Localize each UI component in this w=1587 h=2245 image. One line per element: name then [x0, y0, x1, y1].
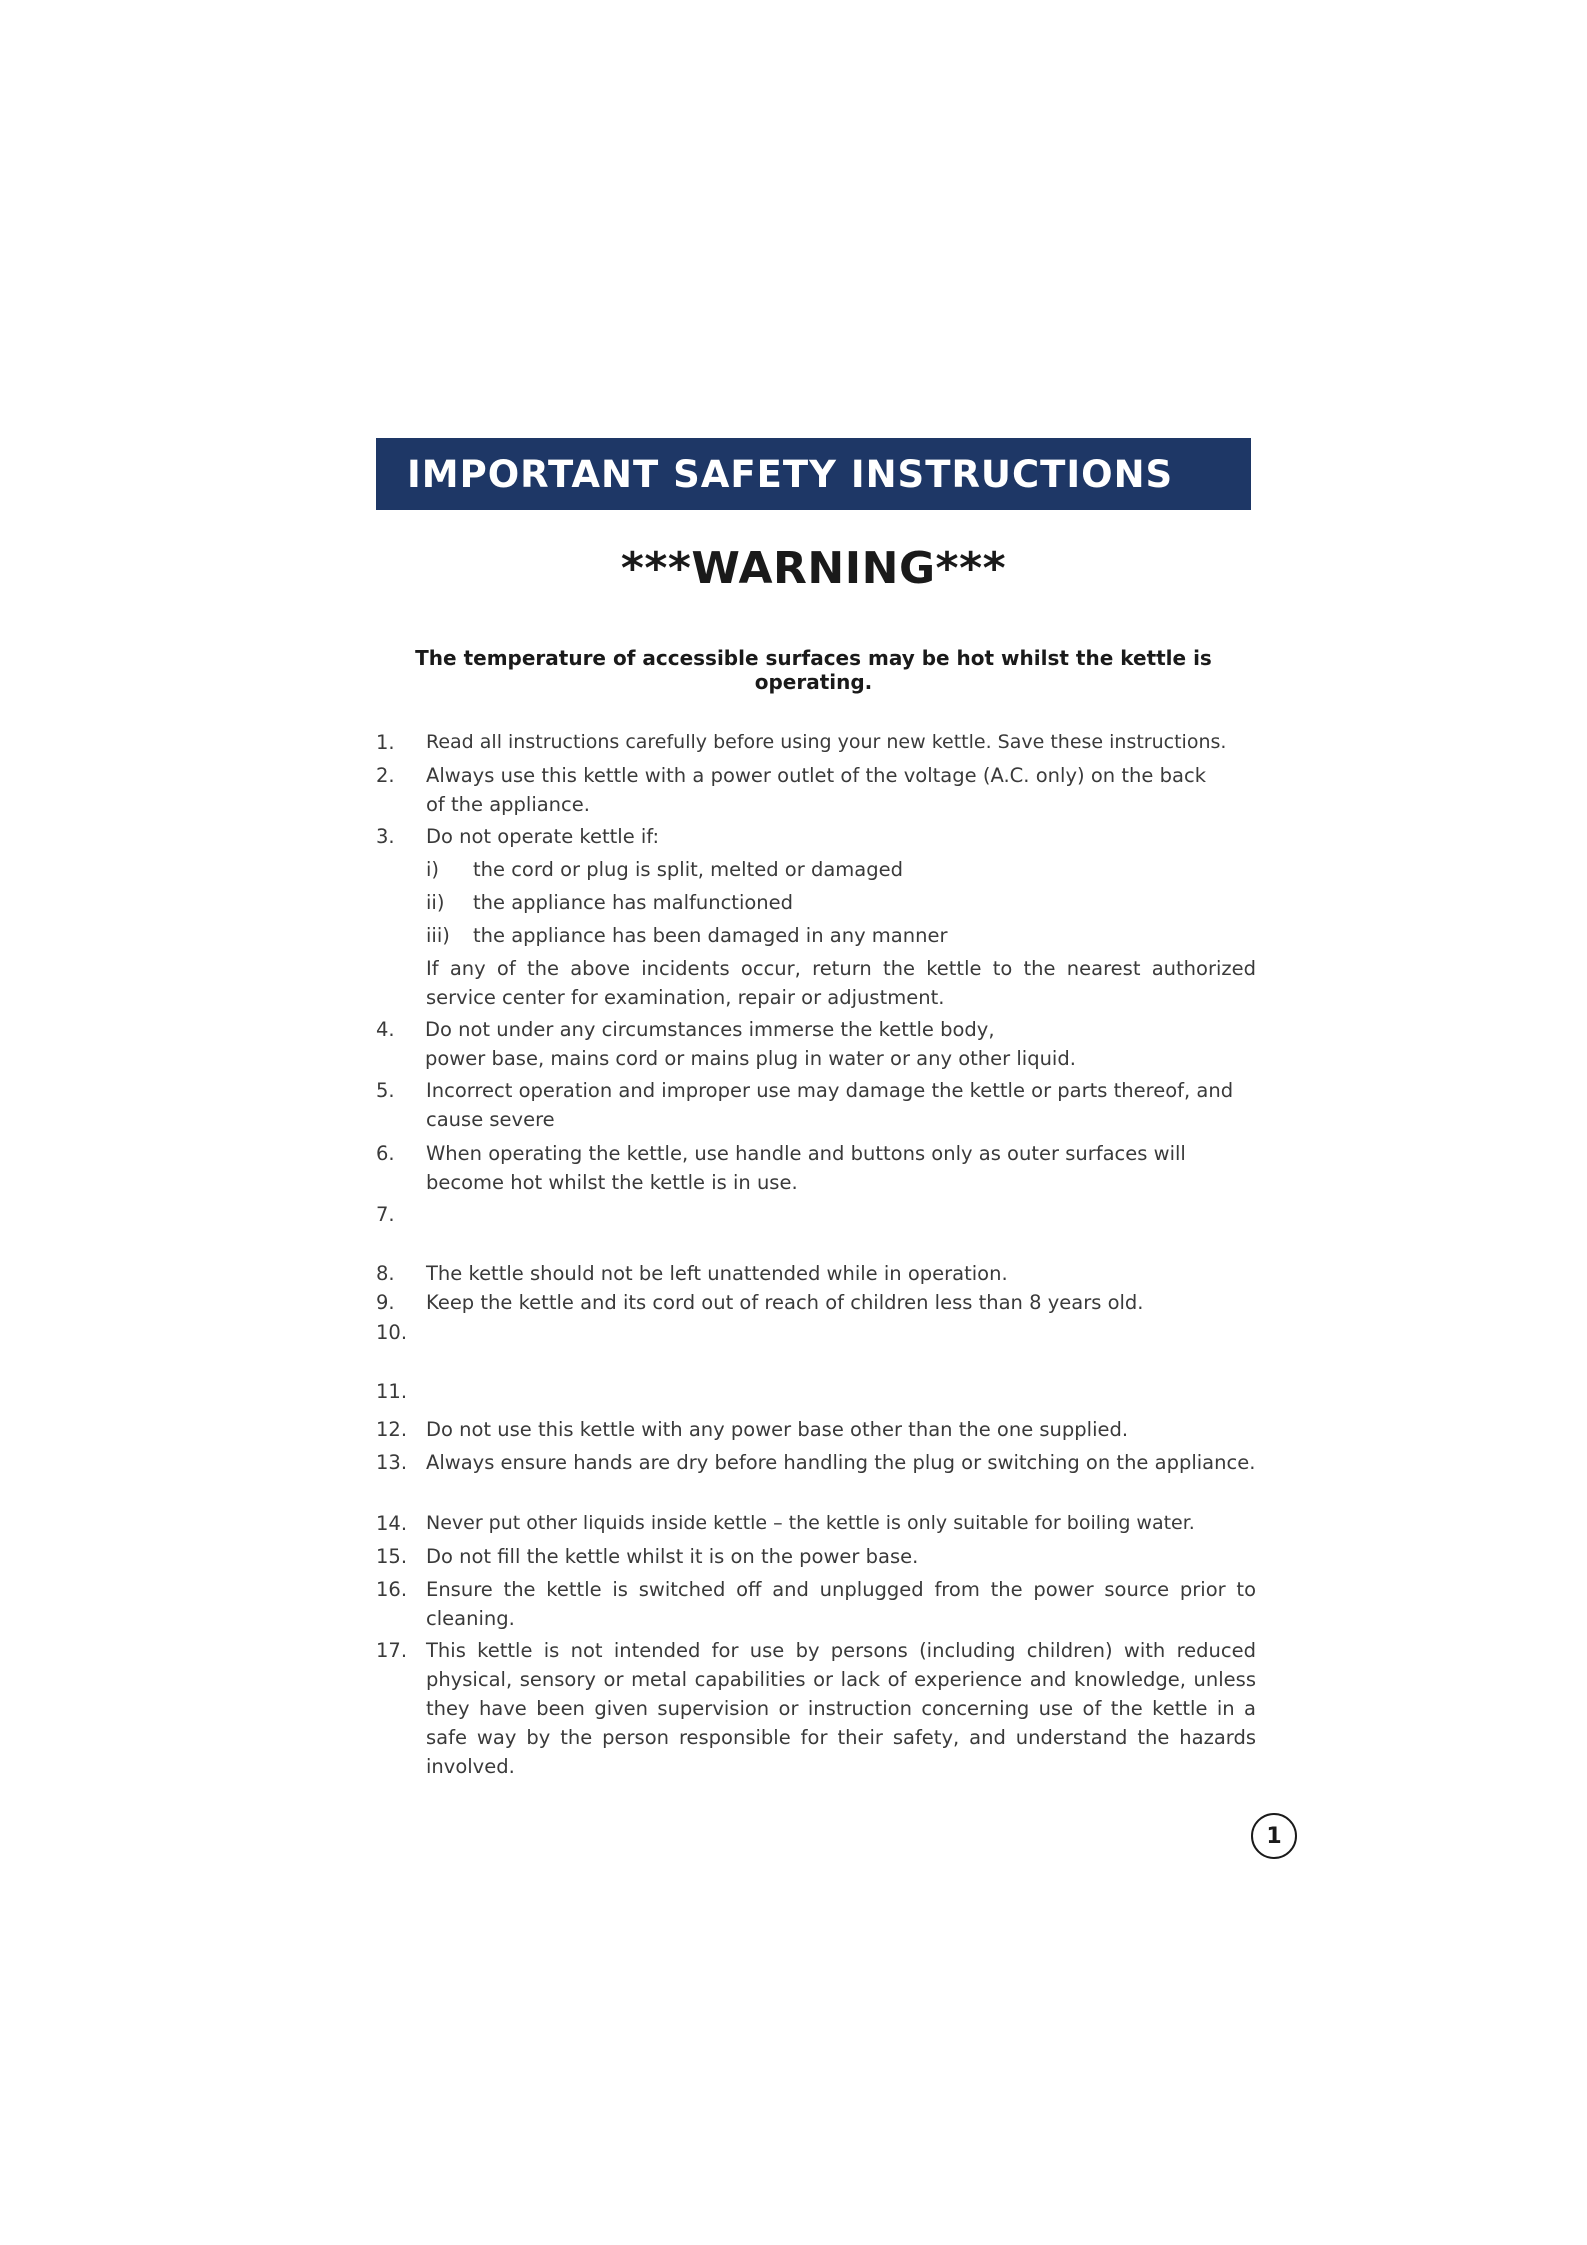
item-number: 14. — [376, 1512, 408, 1535]
list-item — [376, 1509, 1256, 1538]
item-text: Always use this kettle with a power outlet of the voltage (A.C. only) on the back of the appliance. — [426, 764, 1206, 816]
sub-list-item — [426, 888, 1256, 917]
item-text-line: power base, mains cord or mains plug in water or any other liquid. — [425, 1047, 1076, 1070]
item-number: 8. — [376, 1262, 395, 1285]
list-item — [376, 1636, 1256, 1781]
item-number: 3. — [376, 825, 395, 848]
item-number: 12. — [376, 1418, 408, 1441]
section-title: IMPORTANT SAFETY INSTRUCTIONS — [407, 452, 1174, 496]
item-text: Do not operate kettle if: — [426, 825, 660, 848]
item-number: 15. — [376, 1545, 408, 1568]
item-number: 13. — [376, 1451, 408, 1474]
list-item — [376, 728, 1256, 757]
list-item — [376, 1575, 1256, 1633]
item-text: Keep the kettle and its cord out of reach of children less than 8 years old. — [426, 1291, 1144, 1314]
section-banner — [376, 438, 1251, 510]
list-item — [376, 822, 1256, 851]
sub-item-number: iii) — [426, 924, 450, 947]
item-number: 4. — [376, 1018, 395, 1041]
sub-list-item — [426, 921, 1256, 950]
item-text: Do not use this kettle with any power base other than the one supplied. — [426, 1418, 1129, 1441]
item-text: This kettle is not intended for use by persons (including children) with reduced physical, sensory or metal capabilities or lack of experience and knowledge, unless they have been given supervision or instruction concerning use of the kettle in a safe way by the person responsible for their safety, and understand the hazards involved. — [426, 1639, 1256, 1778]
list-item — [376, 1542, 1256, 1571]
list-item — [376, 1259, 1256, 1288]
list-item — [376, 1415, 1256, 1444]
list-item — [376, 1448, 1256, 1477]
item-text: Never put other liquids inside kettle – the kettle is only suitable for boiling water. — [426, 1512, 1195, 1534]
item-text: The kettle should not be left unattended while in operation. — [426, 1262, 1008, 1285]
item-number: 1. — [376, 731, 395, 754]
item-text: Read all instructions carefully before using your new kettle. Save these instructions. — [426, 731, 1227, 753]
list-item — [376, 1015, 1256, 1073]
item-number: 10. — [376, 1321, 408, 1344]
item-note-text: If any of the above incidents occur, return the kettle to the nearest authorized service center for examination, repair or adjustment. — [426, 957, 1256, 1009]
item-text: Always ensure hands are dry before handling the plug or switching on the appliance. — [426, 1451, 1256, 1474]
item-number: 16. — [376, 1578, 408, 1601]
item-number: 17. — [376, 1639, 408, 1662]
page-number-badge — [1251, 1813, 1297, 1859]
sub-item-number: i) — [426, 858, 440, 881]
item-number: 6. — [376, 1142, 395, 1165]
list-item — [376, 1076, 1256, 1134]
list-item — [376, 1139, 1256, 1197]
item-text-line: Do not under any circumstances immerse the kettle body, — [425, 1018, 995, 1041]
item-number: 2. — [376, 764, 395, 787]
warning-statement: The temperature of accessible surfaces may be hot whilst the kettle is operating. — [415, 646, 1212, 694]
warning-heading: ***WARNING*** — [620, 543, 1007, 594]
list-item — [376, 761, 1256, 819]
sub-item-number: ii) — [426, 891, 445, 914]
page-number: 1 — [1266, 1823, 1282, 1849]
item-number: 5. — [376, 1079, 395, 1102]
list-item-note — [376, 954, 1256, 1012]
sub-item-text: the appliance has been damaged in any manner — [473, 924, 948, 947]
item-number: 9. — [376, 1291, 395, 1314]
list-item — [376, 1288, 1256, 1317]
sub-item-text: the appliance has malfunctioned — [473, 891, 794, 914]
sub-list-item — [426, 855, 1256, 884]
item-text: Ensure the kettle is switched off and unplugged from the power source prior to cleaning. — [426, 1578, 1256, 1630]
item-number: 7. — [376, 1203, 395, 1226]
sub-item-text: the cord or plug is split, melted or damaged — [473, 858, 903, 881]
item-text: Incorrect operation and improper use may damage the kettle or parts thereof, and cause severe — [426, 1079, 1234, 1131]
item-text: When operating the kettle, use handle and buttons only as outer surfaces will become hot whilst the kettle is in use. — [426, 1142, 1186, 1194]
item-text: Do not fill the kettle whilst it is on the power base. — [426, 1545, 919, 1568]
item-number: 11. — [376, 1380, 408, 1403]
